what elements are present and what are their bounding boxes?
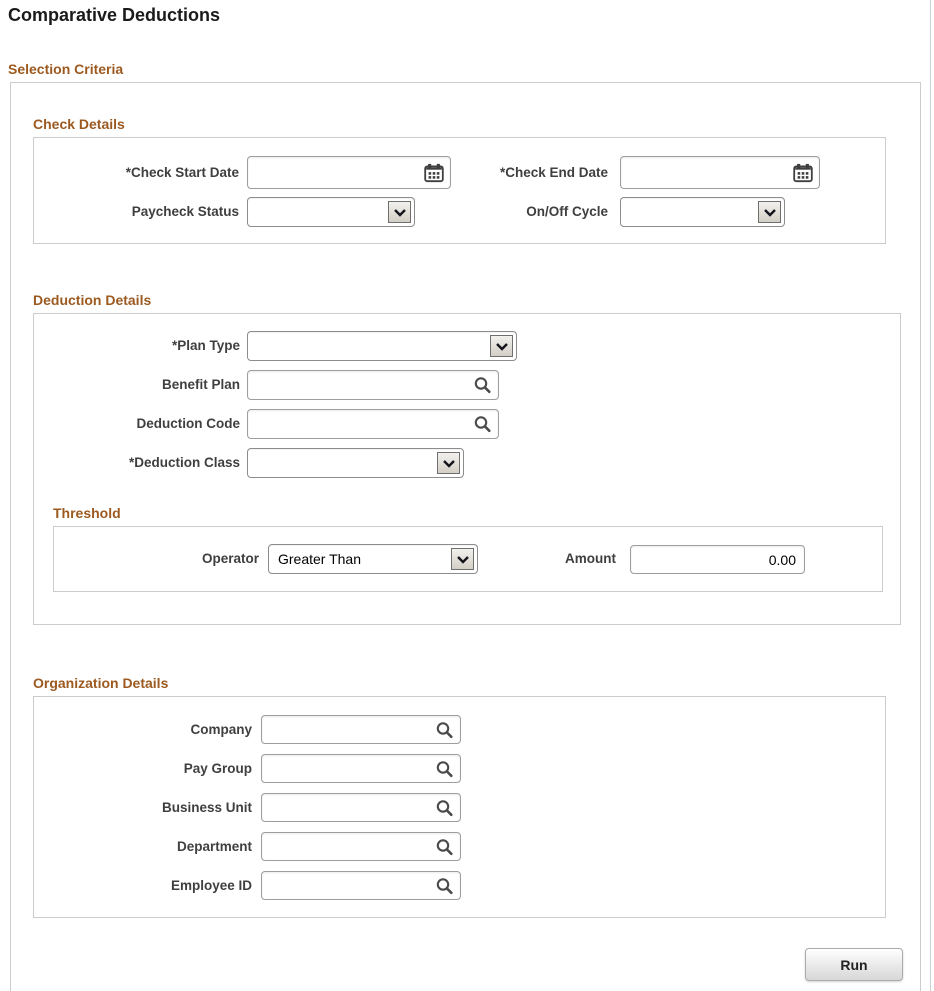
deduction-code-field xyxy=(247,409,499,439)
search-icon[interactable] xyxy=(435,720,454,739)
employee-id-input[interactable] xyxy=(262,872,460,899)
on-off-cycle-value xyxy=(630,198,754,226)
check-end-date-label: *Check End Date xyxy=(499,165,608,180)
deduction-code-label: Deduction Code xyxy=(136,416,240,431)
run-button[interactable]: Run xyxy=(805,948,903,981)
chevron-down-icon[interactable] xyxy=(437,452,460,474)
amount-input[interactable] xyxy=(631,546,804,573)
check-start-date-field xyxy=(247,156,451,189)
deduction-code-input[interactable] xyxy=(248,410,498,438)
business-unit-input[interactable] xyxy=(262,794,460,821)
pay-group-label: Pay Group xyxy=(183,761,252,776)
paycheck-status-value xyxy=(257,198,384,226)
calendar-icon[interactable] xyxy=(793,163,813,182)
search-icon[interactable] xyxy=(473,415,492,434)
department-label: Department xyxy=(176,839,252,854)
search-icon[interactable] xyxy=(435,798,454,817)
check-start-date-input[interactable] xyxy=(248,157,450,188)
deduction-details-heading: Deduction Details xyxy=(33,292,152,308)
check-end-date-input[interactable] xyxy=(621,157,819,188)
deduction-class-select[interactable] xyxy=(247,448,464,478)
amount-field xyxy=(630,545,805,574)
company-label: Company xyxy=(190,722,252,737)
paycheck-status-label: Paycheck Status xyxy=(131,204,239,219)
employee-id-label: Employee ID xyxy=(170,878,252,893)
department-field xyxy=(261,832,461,861)
page-title: Comparative Deductions xyxy=(8,5,221,25)
search-icon[interactable] xyxy=(435,837,454,856)
check-details-heading: Check Details xyxy=(33,116,125,132)
search-icon[interactable] xyxy=(473,376,492,395)
paycheck-status-select[interactable] xyxy=(247,197,415,227)
company-field xyxy=(261,715,461,744)
page-right-edge-line xyxy=(930,0,931,991)
search-icon[interactable] xyxy=(435,759,454,778)
calendar-icon[interactable] xyxy=(424,163,444,182)
deduction-class-label: *Deduction Class xyxy=(128,455,240,470)
chevron-down-icon[interactable] xyxy=(490,335,513,357)
benefit-plan-field xyxy=(247,370,499,400)
selection-criteria-heading: Selection Criteria xyxy=(8,61,124,77)
threshold-heading: Threshold xyxy=(53,505,121,521)
chevron-down-icon[interactable] xyxy=(758,201,781,223)
benefit-plan-label: Benefit Plan xyxy=(161,377,240,392)
company-input[interactable] xyxy=(262,716,460,743)
department-input[interactable] xyxy=(262,833,460,860)
plan-type-label: *Plan Type xyxy=(171,338,240,353)
chevron-down-icon[interactable] xyxy=(388,201,411,223)
organization-details-heading: Organization Details xyxy=(33,675,169,691)
search-icon[interactable] xyxy=(435,876,454,895)
operator-value: Greater Than xyxy=(278,551,362,567)
employee-id-field xyxy=(261,871,461,900)
plan-type-value xyxy=(257,332,486,360)
operator-label: Operator xyxy=(201,551,259,566)
business-unit-field xyxy=(261,793,461,822)
pay-group-input[interactable] xyxy=(262,755,460,782)
amount-label: Amount xyxy=(565,551,616,566)
benefit-plan-input[interactable] xyxy=(248,371,498,399)
on-off-cycle-label: On/Off Cycle xyxy=(526,204,608,219)
chevron-down-icon[interactable] xyxy=(451,548,474,570)
plan-type-select[interactable] xyxy=(247,331,517,361)
check-details-groupbox xyxy=(33,137,886,244)
business-unit-label: Business Unit xyxy=(161,800,252,815)
check-end-date-field xyxy=(620,156,820,189)
pay-group-field xyxy=(261,754,461,783)
operator-select[interactable] xyxy=(268,544,478,574)
on-off-cycle-select[interactable] xyxy=(620,197,785,227)
check-start-date-label: *Check Start Date xyxy=(125,165,239,180)
deduction-class-value xyxy=(257,449,433,477)
